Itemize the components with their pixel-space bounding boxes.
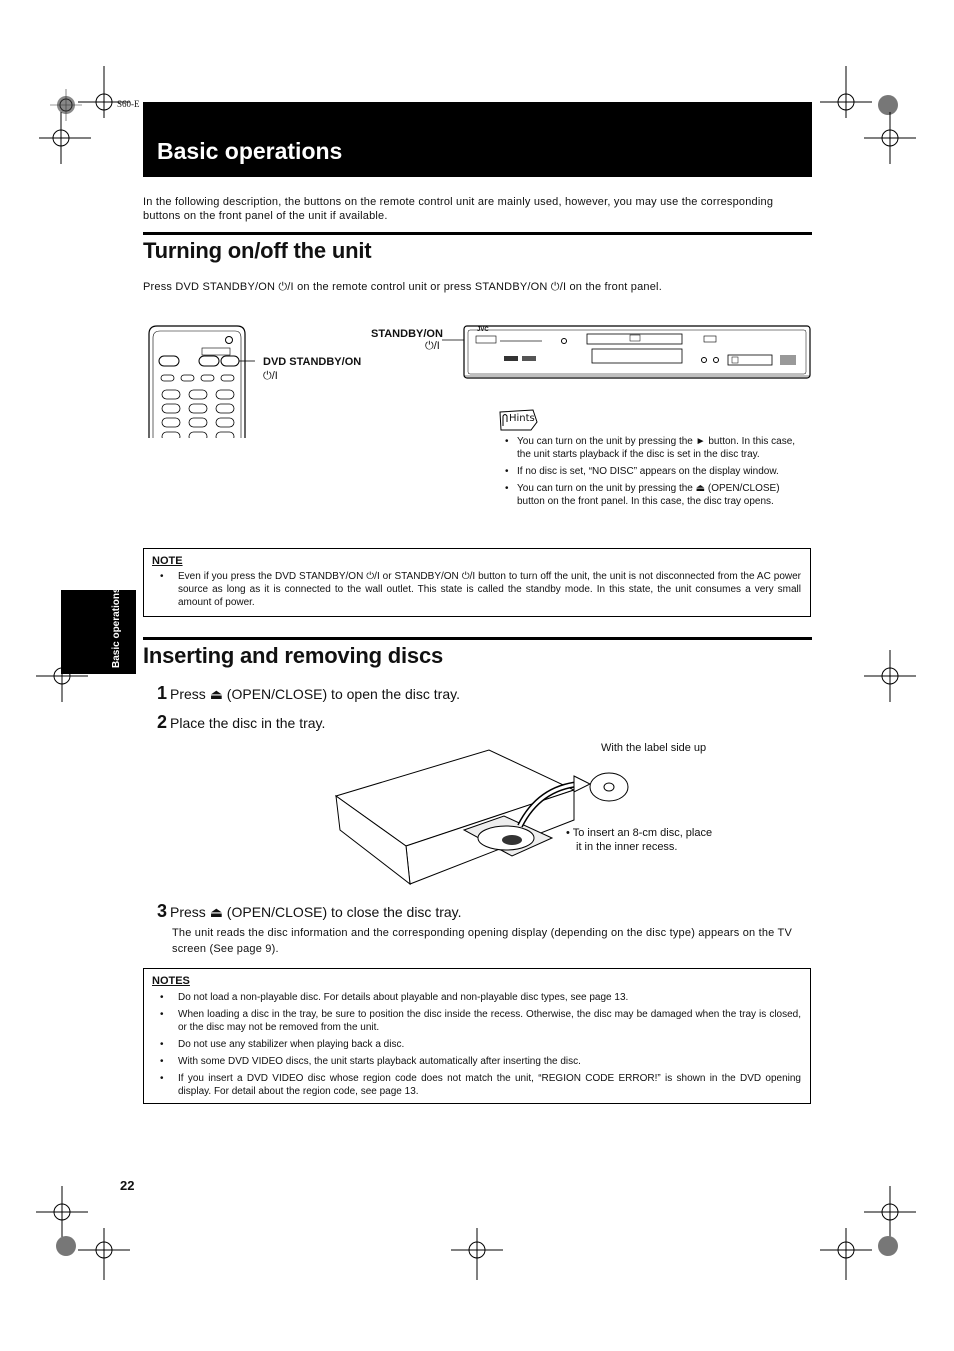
intro-text: In the following description, the buttons on the remote control unit are mainly used, however, you may use the corresponding buttons on the front panel of the unit if available.	[143, 196, 774, 222]
corner-code: S60-E	[117, 99, 140, 109]
hint-item: • You can turn on the unit by pressing the ► button. In this case, the unit starts playback if the disc is set in the disc tray.	[505, 435, 805, 461]
hint-item: • You can turn on the unit by pressing the ⏏ (OPEN/CLOSE) button on the front panel. In this case, the disc tray opens.	[505, 482, 805, 508]
step-number: 1	[157, 683, 168, 703]
note-box	[143, 548, 811, 617]
note-item: • When loading a disc in the tray, be sure to position the disc inside the recess. Otherwise, the disc may be damaged when the tray is closed, or the disc may not be removed from the unit.	[156, 1008, 801, 1034]
note-item: • Do not use any stabilizer when playing back a disc.	[156, 1038, 801, 1051]
label-8cm-line1: • To insert an 8-cm disc, place	[566, 827, 713, 839]
remote-control-illustration	[145, 322, 255, 438]
disc-tray-illustration	[334, 748, 634, 888]
notes-title: NOTES	[152, 975, 190, 987]
notes-box	[143, 968, 811, 1104]
step-3	[157, 901, 462, 922]
crosshair-mark-icon	[78, 66, 130, 118]
note-title: NOTE	[152, 555, 183, 567]
step-text: Press ⏏ (OPEN/CLOSE) to open the disc tray.	[170, 686, 460, 702]
label-standby-symbol: ⏻/I	[425, 340, 440, 352]
front-panel-illustration	[442, 322, 812, 382]
note-item: • Even if you press the DVD STANDBY/ON ⏻/I or STANDBY/ON ⏻/I button to turn off the unit, the unit is not disconnected from the AC power source as long as it is connected to the wall outlet. This state is called the standby mode. In this state, the unit consumes a very small amount of power.	[156, 570, 801, 609]
step-number: 2	[157, 712, 168, 732]
page-number: 22	[120, 1178, 135, 1193]
section-rule	[143, 232, 812, 235]
step-3-detail: The unit reads the disc information and the corresponding opening display (depending on the disc type) appears on the TV screen (See page 9).	[172, 927, 793, 955]
brand-logo: JVC	[477, 327, 489, 333]
crosshair-mark-icon	[451, 1228, 503, 1280]
label-dvd-standby-symbol: ⏻/I	[263, 370, 278, 382]
crosshair-mark-icon	[864, 112, 916, 164]
note-item: • Do not load a non-playable disc. For details about playable and non-playable disc types, see page 13.	[156, 991, 801, 1004]
disc-icon	[588, 770, 630, 804]
label-standby: STANDBY/ON	[371, 328, 443, 340]
side-tab-label: Basic operations	[111, 587, 122, 668]
note-item: • With some DVD VIDEO discs, the unit starts playback automatically after inserting the disc.	[156, 1055, 801, 1068]
registration-mark-icon	[862, 1220, 914, 1272]
notes-list	[156, 991, 801, 1102]
crosshair-mark-icon	[864, 650, 916, 702]
hints-label: Hints	[509, 413, 535, 424]
section-heading-turning: Turning on/off the unit	[143, 238, 372, 263]
hints-list	[505, 435, 805, 512]
step-text: Press ⏏ (OPEN/CLOSE) to close the disc tray.	[170, 904, 462, 920]
note-list	[156, 570, 801, 613]
section-heading-inserting: Inserting and removing discs	[143, 643, 444, 668]
page-title: Basic operations	[157, 138, 343, 164]
label-side-up: With the label side up	[601, 742, 707, 754]
label-8cm-line2: it in the inner recess.	[576, 841, 678, 853]
turning-instruction: Press DVD STANDBY/ON ⏻/I on the remote control unit or press STANDBY/ON ⏻/I on the front panel.	[143, 281, 662, 293]
step-2	[157, 712, 325, 733]
hint-item: • If no disc is set, “NO DISC” appears on the display window.	[505, 465, 805, 478]
step-text: Place the disc in the tray.	[170, 715, 326, 731]
side-tab	[61, 590, 136, 674]
section-rule	[143, 637, 812, 640]
note-item: • If you insert a DVD VIDEO disc whose region code does not match the unit, “REGION CODE ERROR!” is shown in the DVD opening display. For detail about the region code, see page 13.	[156, 1072, 801, 1098]
step-number: 3	[157, 901, 168, 921]
label-dvd-standby: DVD STANDBY/ON	[263, 356, 362, 368]
crosshair-mark-icon	[78, 1228, 130, 1280]
crosshair-mark-icon	[39, 112, 91, 164]
step-1	[157, 683, 460, 704]
